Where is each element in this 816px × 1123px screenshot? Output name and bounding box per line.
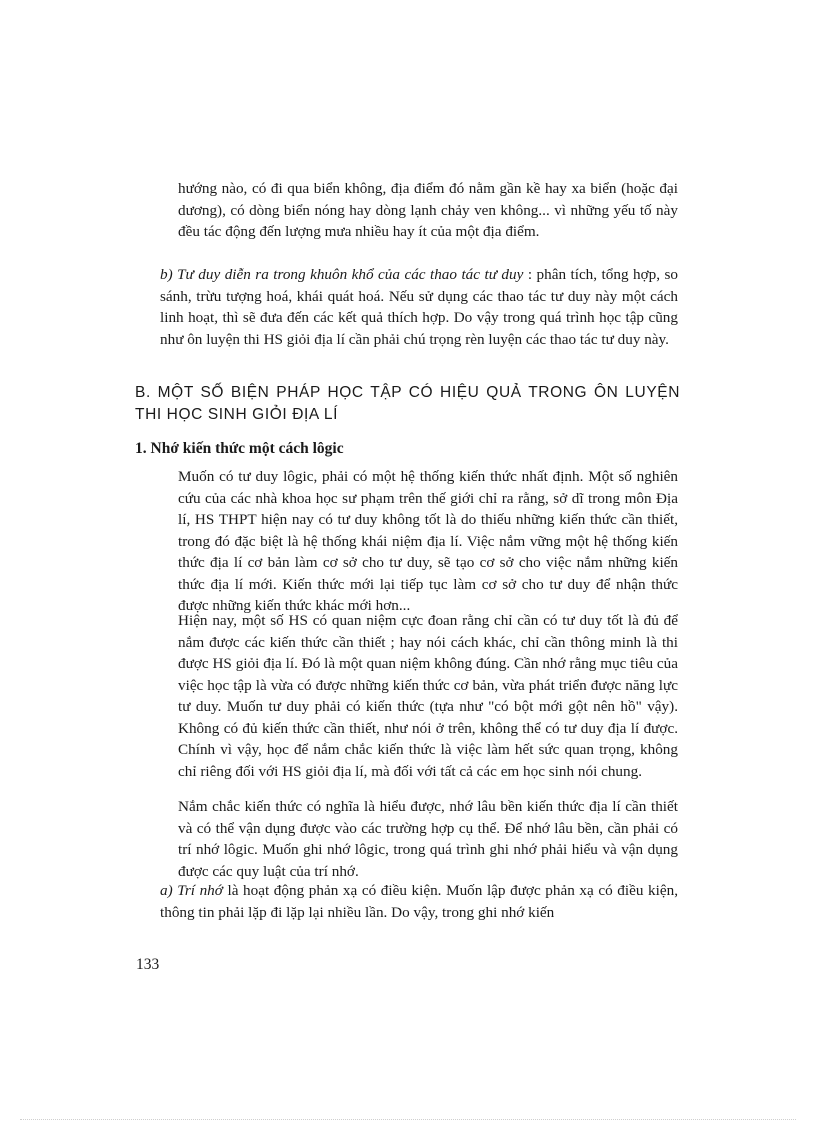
- list-item-a: [160, 880, 678, 923]
- paragraph-3: Nắm chắc kiến thức có nghĩa là hiểu được, nhớ lâu bền kiến thức địa lí cần thiết và có thể vận dụng được vào các trường hợp cụ thể. Để nhớ lâu bền, cần phải có trí nhớ lôgic. Muốn ghi nhớ lôgic, trong quá trình ghi nhớ phải hiểu và vận dụng được các quy luật của trí nhớ.: [178, 798, 678, 880]
- list-item-a-marker: a) Trí nhớ: [160, 882, 223, 899]
- paragraph-2: Hiện nay, một số HS có quan niệm cực đoan rằng chỉ cần có tư duy tốt là đủ để nắm được các kiến thức cần thiết ; hay nói cách khác, chỉ cần thông minh là thi được HS giỏi địa lí. Đó là một quan niệm không đúng. Cần nhớ rằng mục tiêu của việc học tập là vừa có được những kiến thức cơ bản, vừa phát triển được năng lực tư duy. Muốn tư duy phải có kiến thức (tựa như "có bột mới gột nên hồ" vậy). Không có đủ kiến thức cần thiết, như nói ở trên, không thể có tư duy địa lí được. Chính vì vậy, học để nắm chắc kiến thức là việc làm hết sức quan trọng, không chỉ riêng đối với HS giỏi địa lí, mà đối với tất cả các em học sinh nói chung.: [178, 612, 678, 780]
- list-item-a-text: là hoạt động phản xạ có điều kiện. Muốn lập được phản xạ có điều kiện, thông tin phải lặp đi lặp lại nhiều lần. Do vậy, trong ghi nhớ kiến: [160, 882, 678, 921]
- page-edge-rule: [20, 1119, 796, 1120]
- list-item-b: [160, 264, 678, 350]
- sub-heading: 1. Nhớ kiến thức một cách lôgic: [135, 440, 344, 457]
- paragraph-continuation: hướng nào, có đi qua biển không, địa điểm đó nằm gần kề hay xa biển (hoặc đại dương), có dòng biển nóng hay dòng lạnh chảy ven không... vì những yếu tố này đều tác động đến lượng mưa nhiều hay ít của một địa điểm.: [178, 180, 678, 240]
- list-item-b-text: : phân tích, tổng hợp, so sánh, trừu tượng hoá, khái quát hoá. Nếu sử dụng các thao tác tư duy này một cách linh hoạt, thì sẽ đưa đến các kết quả thích hợp. Do vậy trong quá trình học tập cũng như ôn luyện thi HS giỏi địa lí cần phải chú trọng rèn luyện các thao tác tư duy này.: [160, 266, 678, 348]
- list-item-b-marker: b) Tư duy diễn ra trong khuôn khổ của các thao tác tư duy: [160, 266, 524, 283]
- page-number: 133: [136, 956, 160, 973]
- paragraph-1: Muốn có tư duy lôgic, phải có một hệ thống kiến thức nhất định. Một số nghiên cứu của các nhà khoa học sư phạm trên thế giới chỉ ra rằng, sở dĩ trong môn Địa lí, HS THPT hiện nay có tư duy không tốt là do thiếu những kiến thức cần thiết, trong đó đặc biệt là hệ thống khái niệm địa lí. Việc nắm vững một hệ thống kiến thức địa lí cơ bản làm cơ sở cho tư duy, sẽ tạo cơ sở cho việc nắm những kiến thức địa lí mới. Kiến thức mới lại tiếp tục làm cơ sở cho tư duy để nhận thức được những kiến thức khác mới hơn...: [178, 468, 678, 614]
- section-heading: B. MỘT SỐ BIỆN PHÁP HỌC TẬP CÓ HIỆU QUẢ TRONG ÔN LUYỆN THI HỌC SINH GIỎI ĐỊA LÍ: [135, 384, 680, 423]
